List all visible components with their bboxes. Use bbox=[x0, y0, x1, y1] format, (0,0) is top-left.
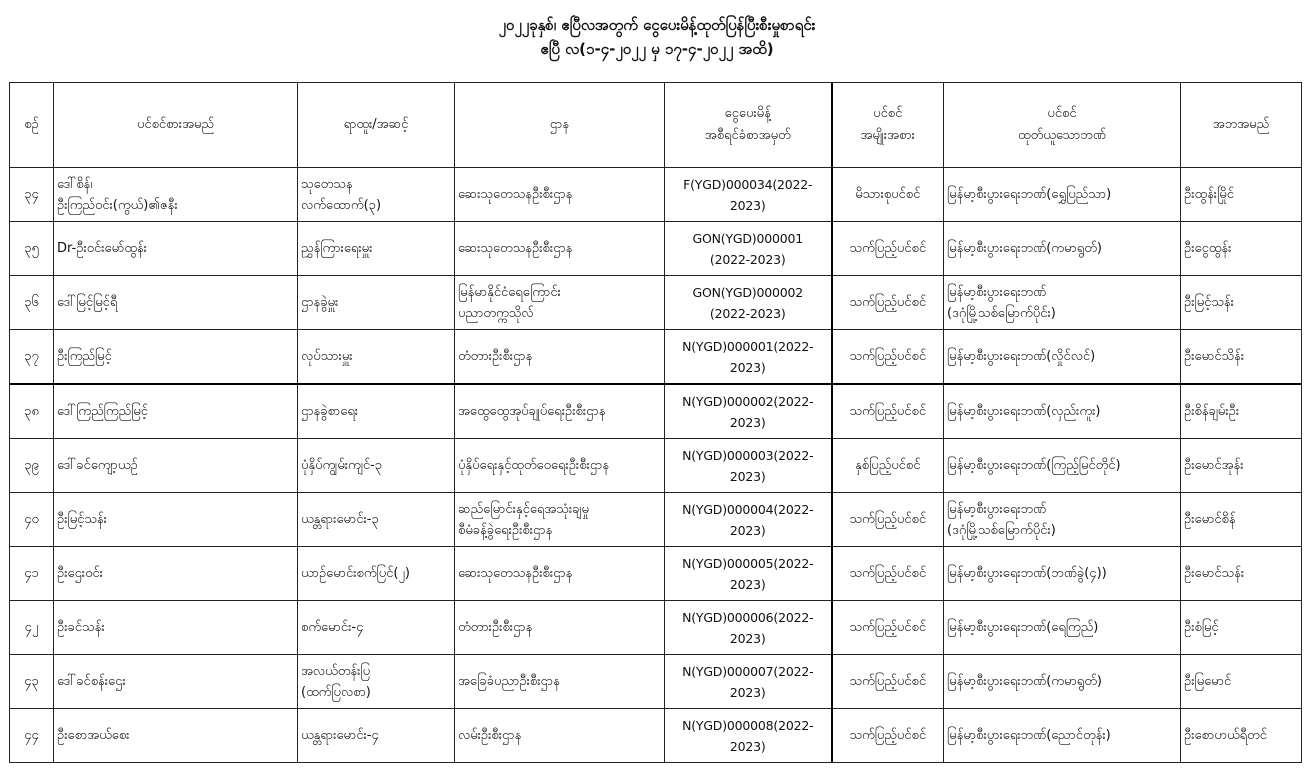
cell-name: ဦးမြင့်သန်း bbox=[54, 493, 298, 547]
cell-order: N(YGD)000007(2022-2023) bbox=[665, 655, 832, 709]
cell-no: ၄၂ bbox=[10, 601, 54, 655]
cell-no: ၄၁ bbox=[10, 547, 54, 601]
cell-father: ဦးမြင့်သန်း bbox=[1181, 276, 1302, 330]
cell-bank: မြန်မာ့စီးပွားရေးဘဏ် (ဒဂုံမြို့သစ်မြောက်ပိုင်း) bbox=[944, 493, 1181, 547]
table-row bbox=[10, 547, 1302, 601]
header-father: အဘအမည် bbox=[1181, 83, 1302, 168]
cell-order: F(YGD)000034(2022-2023) bbox=[665, 168, 832, 222]
cell-rank: ယန္တရားမောင်း-၃ bbox=[298, 493, 455, 547]
table-row bbox=[10, 709, 1302, 763]
cell-name: ဒေါ်ကြည်ကြည်မြင့် bbox=[54, 384, 298, 439]
table-body bbox=[10, 168, 1302, 763]
cell-no: ၃၄ bbox=[10, 168, 54, 222]
cell-name: ဒေါ်ခင်စန်းဌေး bbox=[54, 655, 298, 709]
cell-name: Dr-ဦးဝင်းမော်ထွန်း bbox=[54, 222, 298, 276]
table-row bbox=[10, 655, 1302, 709]
cell-type: သက်ပြည့်ပင်စင် bbox=[832, 547, 944, 601]
cell-no: ၄၀ bbox=[10, 493, 54, 547]
cell-dept: တံတားဦးစီးဌာန bbox=[455, 330, 665, 385]
table-row bbox=[10, 601, 1302, 655]
cell-father: ဦးမောင်အုန်း bbox=[1181, 439, 1302, 493]
table-row bbox=[10, 330, 1302, 385]
cell-rank: စက်မောင်း-၄ bbox=[298, 601, 455, 655]
cell-dept: အထွေထွေအုပ်ချုပ်ရေးဦးစီးဌာန bbox=[455, 384, 665, 439]
cell-no: ၃၉ bbox=[10, 439, 54, 493]
table-row bbox=[10, 276, 1302, 330]
cell-rank: ယာဉ်မောင်းစက်ပြင်(၂) bbox=[298, 547, 455, 601]
cell-father: ဦးစိန်ချမ်းဦး bbox=[1181, 384, 1302, 439]
cell-bank: မြန်မာ့စီးပွားရေးဘဏ်(ရေကြည်) bbox=[944, 601, 1181, 655]
cell-rank: ယန္တရားမောင်း-၄ bbox=[298, 709, 455, 763]
cell-rank: ပုံနှိပ်ကျွမ်းကျင်-၃ bbox=[298, 439, 455, 493]
cell-dept: လမ်းဦးစီးဌာန bbox=[455, 709, 665, 763]
table-row bbox=[10, 168, 1302, 222]
cell-type: မိသားစုပင်စင် bbox=[832, 168, 944, 222]
cell-dept: အခြေခံပညာဦးစီးဌာန bbox=[455, 655, 665, 709]
cell-father: ဦးထွန်းမြိုင် bbox=[1181, 168, 1302, 222]
cell-type: သက်ပြည့်ပင်စင် bbox=[832, 655, 944, 709]
cell-order: N(YGD)000004(2022-2023) bbox=[665, 493, 832, 547]
cell-order: N(YGD)000002(2022-2023) bbox=[665, 384, 832, 439]
pension-table bbox=[9, 82, 1302, 763]
cell-order: N(YGD)000001(2022-2023) bbox=[665, 330, 832, 385]
cell-father: ဦးငွေထွန်း bbox=[1181, 222, 1302, 276]
cell-order: N(YGD)000008(2022-2023) bbox=[665, 709, 832, 763]
cell-bank: မြန်မာ့စီးပွားရေးဘဏ်(ရွှေပြည်သာ) bbox=[944, 168, 1181, 222]
cell-order: GON(YGD)000002 (2022-2023) bbox=[665, 276, 832, 330]
cell-order: N(YGD)000003(2022-2023) bbox=[665, 439, 832, 493]
cell-dept: တံတားဦးစီးဌာန bbox=[455, 601, 665, 655]
cell-type: သက်ပြည့်ပင်စင် bbox=[832, 493, 944, 547]
cell-father: ဦးမောင်သန်း bbox=[1181, 547, 1302, 601]
cell-no: ၃၆ bbox=[10, 276, 54, 330]
cell-name: ဦးကြည်မြင့် bbox=[54, 330, 298, 385]
cell-type: သက်ပြည့်ပင်စင် bbox=[832, 330, 944, 385]
cell-father: ဦးစံမြင့် bbox=[1181, 601, 1302, 655]
cell-name: ဒေါ်မြင့်မြင့်ရီ bbox=[54, 276, 298, 330]
cell-name: ဒေါ်ခင်ကျော့ယဉ် bbox=[54, 439, 298, 493]
cell-bank: မြန်မာ့စီးပွားရေးဘဏ်(ကမာရွတ်) bbox=[944, 222, 1181, 276]
table-row bbox=[10, 493, 1302, 547]
cell-dept: မြန်မာနိုင်ငံရေကြောင်း ပညာတက္ကသိုလ် bbox=[455, 276, 665, 330]
header-order: ငွေပေးမိန့် အစီရင်ခံစာအမှတ် bbox=[665, 83, 832, 168]
cell-bank: မြန်မာ့စီးပွားရေးဘဏ်(ကြည့်မြင်တိုင်) bbox=[944, 439, 1181, 493]
cell-dept: ဆည်မြောင်းနှင့်ရေအသုံးချမှု စီမံခန့်ခွဲရေးဦးစီးဌာန bbox=[455, 493, 665, 547]
cell-dept: ဆေးသုတေသနဦးစီးဌာန bbox=[455, 547, 665, 601]
cell-name: ဦးဌေးဝင်း bbox=[54, 547, 298, 601]
header-name: ပင်စင်စားအမည် bbox=[54, 83, 298, 168]
cell-type: သက်ပြည့်ပင်စင် bbox=[832, 384, 944, 439]
header-dept: ဌာန bbox=[455, 83, 665, 168]
cell-order: N(YGD)000006(2022-2023) bbox=[665, 601, 832, 655]
cell-father: ဦးမောင်သိန်း bbox=[1181, 330, 1302, 385]
cell-rank: ညွှန်ကြားရေးမှူး bbox=[298, 222, 455, 276]
cell-no: ၄၃ bbox=[10, 655, 54, 709]
cell-dept: ဆေးသုတေသနဦးစီးဌာန bbox=[455, 168, 665, 222]
document-subtitle: ဧပြီ လ(၁-၄-၂၀၂၂ မှ ၁၇-၄-၂၀၂၂ အထိ) bbox=[540, 40, 774, 58]
cell-bank: မြန်မာ့စီးပွားရေးဘဏ် (ဒဂုံမြို့သစ်မြောက်ပိုင်း) bbox=[944, 276, 1181, 330]
cell-order: GON(YGD)000001 (2022-2023) bbox=[665, 222, 832, 276]
cell-type: သက်ပြည့်ပင်စင် bbox=[832, 276, 944, 330]
table-row bbox=[10, 384, 1302, 439]
header-bank: ပင်စင် ထုတ်ယူသောဘဏ် bbox=[944, 83, 1181, 168]
cell-type: သက်ပြည့်ပင်စင် bbox=[832, 222, 944, 276]
table-row bbox=[10, 439, 1302, 493]
cell-dept: ပုံနှိပ်ရေးနှင့်ထုတ်ဝေရေးဦးစီးဌာန bbox=[455, 439, 665, 493]
cell-rank: သုတေသန လက်ထောက်(၃) bbox=[298, 168, 455, 222]
cell-rank: အလယ်တန်းပြ (ထက်ပြလစာ) bbox=[298, 655, 455, 709]
cell-bank: မြန်မာ့စီးပွားရေးဘဏ်(ညောင်တုန်း) bbox=[944, 709, 1181, 763]
table-header-row bbox=[10, 83, 1302, 168]
cell-bank: မြန်မာ့စီးပွားရေးဘဏ်(လှည်းကူး) bbox=[944, 384, 1181, 439]
cell-no: ၄၄ bbox=[10, 709, 54, 763]
cell-father: ဦးစောဟယ်ရီတင် bbox=[1181, 709, 1302, 763]
document-title: ၂၀၂၂ခုနှစ်၊ ဧပြီလအတွက် ငွေပေးမိန့်ထုတ်ပြန်ပြီးစီးမှုစာရင်း bbox=[498, 16, 816, 34]
cell-no: ၃၇ bbox=[10, 330, 54, 385]
cell-rank: ဌာနခွဲစာရေး bbox=[298, 384, 455, 439]
header-rank: ရာထူး/အဆင့် bbox=[298, 83, 455, 168]
cell-name: ဦးစောအယ်စေး bbox=[54, 709, 298, 763]
cell-bank: မြန်မာ့စီးပွားရေးဘဏ်(ကမာရွတ်) bbox=[944, 655, 1181, 709]
cell-bank: မြန်မာ့စီးပွားရေးဘဏ်(ဘဏ်ခွဲ(၄)) bbox=[944, 547, 1181, 601]
cell-name: ဦးခင်သန်း bbox=[54, 601, 298, 655]
table-row bbox=[10, 222, 1302, 276]
cell-rank: လုပ်သားမှူး bbox=[298, 330, 455, 385]
cell-name: ဒေါ်စိန်၊ ဦးကြည်ဝင်း(ကွယ်)၏ဇနီး bbox=[54, 168, 298, 222]
header-type: ပင်စင် အမျိုးအစား bbox=[832, 83, 944, 168]
cell-type: နှစ်ပြည့်ပင်စင် bbox=[832, 439, 944, 493]
cell-no: ၃၈ bbox=[10, 384, 54, 439]
cell-father: ဦးမြမောင် bbox=[1181, 655, 1302, 709]
cell-order: N(YGD)000005(2022-2023) bbox=[665, 547, 832, 601]
cell-no: ၃၅ bbox=[10, 222, 54, 276]
cell-type: သက်ပြည့်ပင်စင် bbox=[832, 601, 944, 655]
cell-type: သက်ပြည့်ပင်စင် bbox=[832, 709, 944, 763]
cell-dept: ဆေးသုတေသနဦးစီးဌာန bbox=[455, 222, 665, 276]
cell-rank: ဌာနခွဲမှူး bbox=[298, 276, 455, 330]
header-no: စဉ် bbox=[10, 83, 54, 168]
cell-bank: မြန်မာ့စီးပွားရေးဘဏ်(လှိုင်လင်) bbox=[944, 330, 1181, 385]
cell-father: ဦးမောင်စိန် bbox=[1181, 493, 1302, 547]
